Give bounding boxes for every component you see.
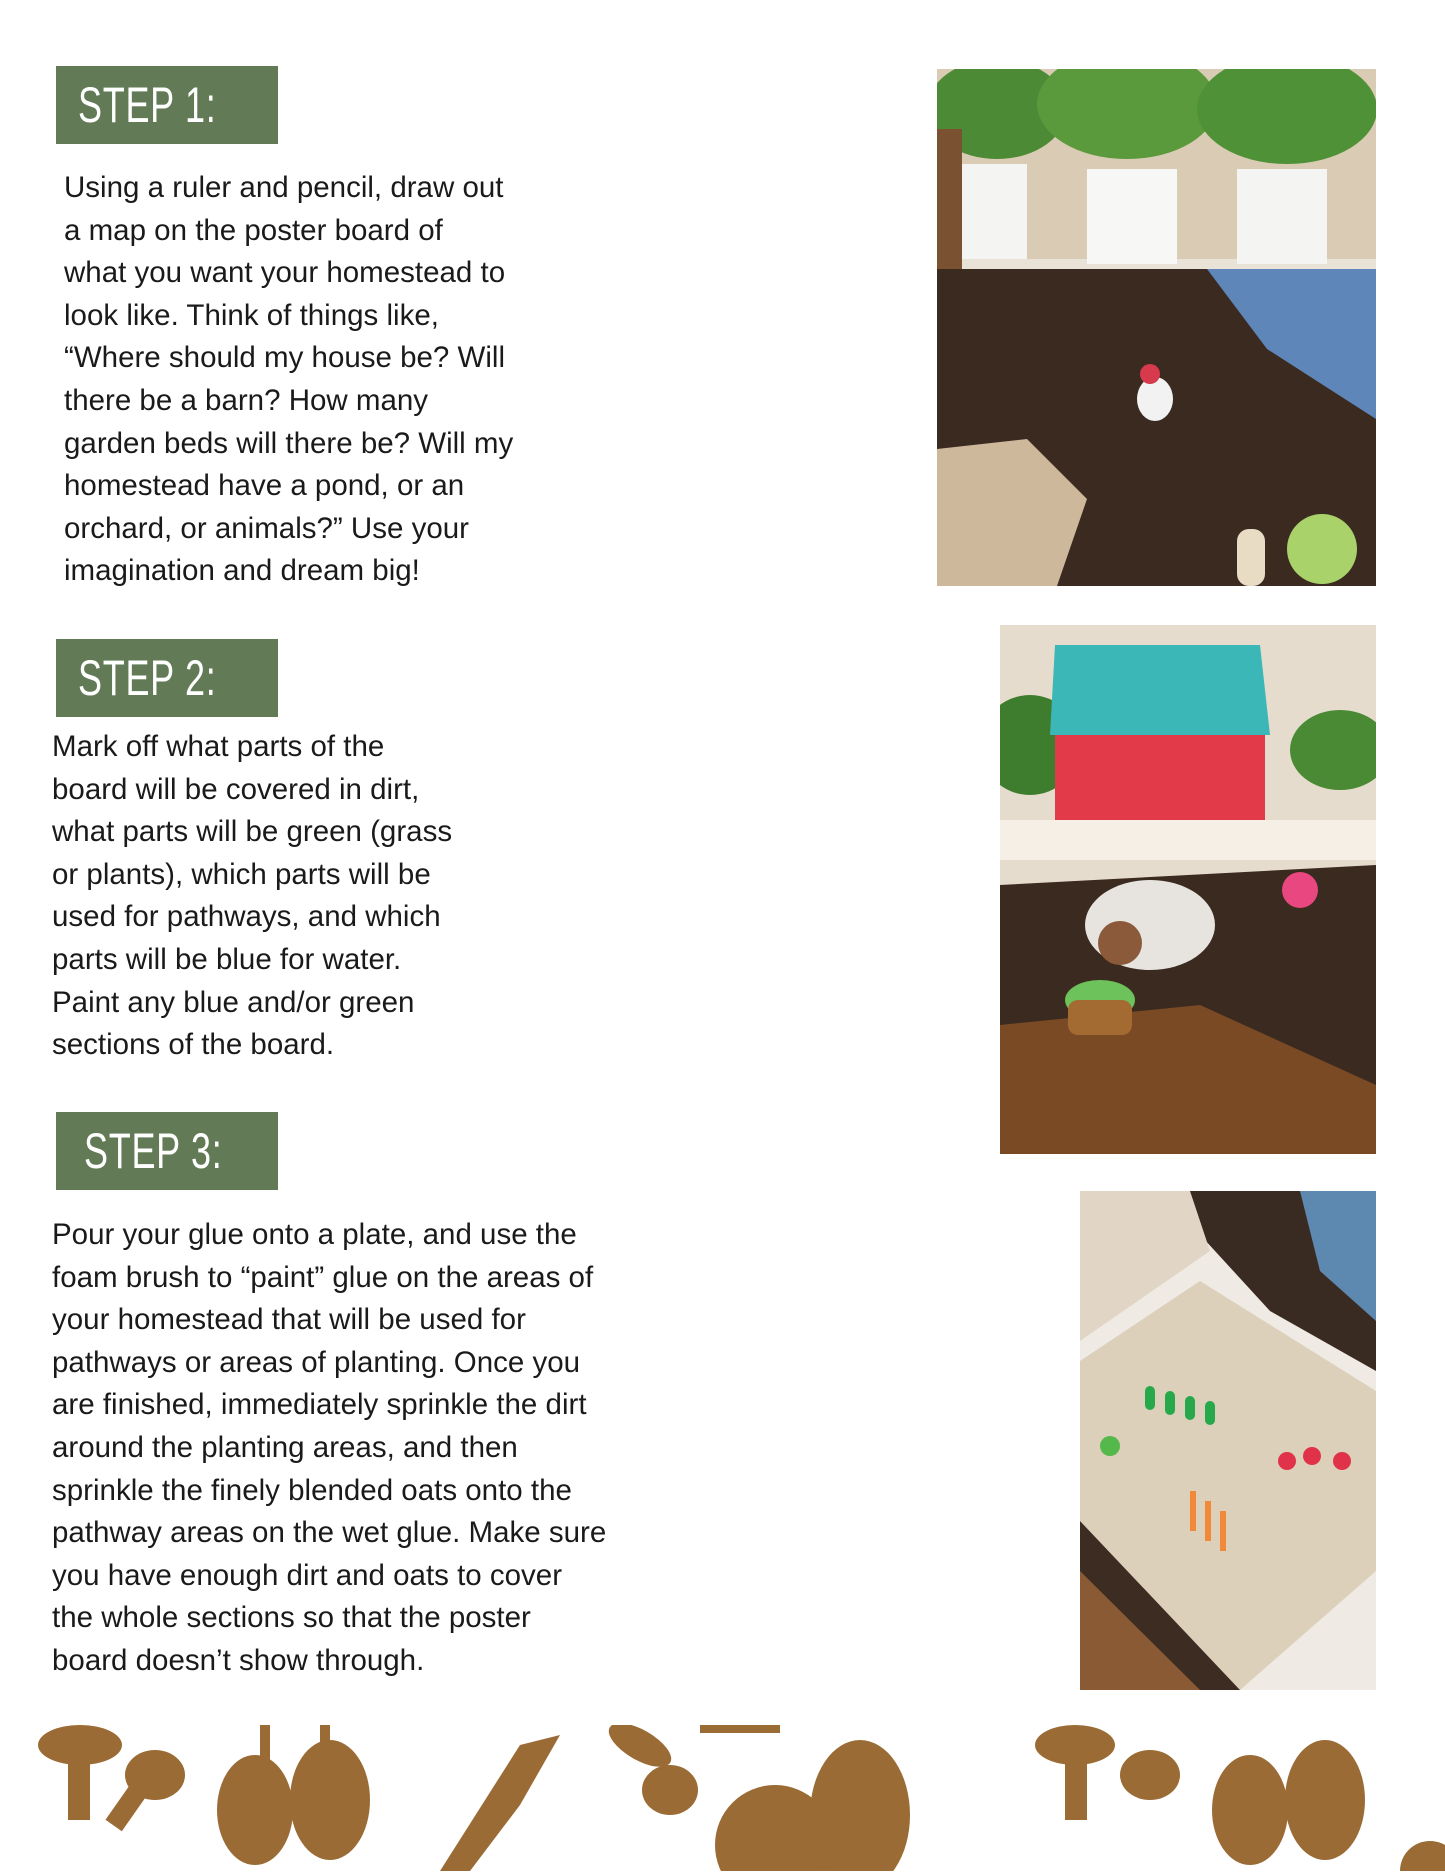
- wheat-icon: [440, 1735, 560, 1871]
- footer-vegetable-illustration: [0, 1725, 1445, 1871]
- step-1-heading: [56, 66, 278, 144]
- step-3-heading-text: STEP 3:: [84, 1123, 223, 1179]
- photo-chicken-dirt: [937, 69, 1376, 586]
- photo-barn-sheep: [1000, 625, 1376, 1154]
- step-2-heading-text: STEP 2:: [78, 650, 217, 706]
- step-1-heading-text: STEP 1:: [78, 77, 217, 133]
- step-2-text: Mark off what parts of the board will be covered in dirt, what parts will be green (grass or plants), which parts will be used for pathways, and which parts will be blue for water. Paint any blue and/or green sections of the board.: [52, 730, 453, 1062]
- olive-icon: [602, 1725, 698, 1815]
- broccoli-icon: [1035, 1725, 1180, 1820]
- step-2-heading: [56, 639, 278, 717]
- garlic-icon: [1212, 1740, 1365, 1865]
- step-3-heading: [56, 1112, 278, 1190]
- photo-garden-beds: [1080, 1191, 1376, 1690]
- broccoli-icon: [38, 1725, 185, 1831]
- step-3-text: Pour your glue onto a plate, and use the foam brush to “paint” glue on the areas of your homestead that will be used for pathways or areas of planting. Once you are finished, immediately sprinkle the dirt around the planting areas, and then sprinkle the finely blended oats onto the pathway areas on the wet glue. Make sure you have enough dirt and oats to cover the whole sections so that the poster board doesn’t show through.: [52, 1218, 607, 1677]
- squash-icon: [700, 1725, 910, 1871]
- step-1-text: Using a ruler and pencil, draw out a map on the poster board of what you want your homestead to look like. Think of things like, “Where should my house be? Will there be a barn? How many garden beds will there be? Will my homestead have a pond, or an orchard, or animals?” Use your imagination and dream big!: [64, 171, 514, 588]
- garlic-icon: [217, 1725, 370, 1865]
